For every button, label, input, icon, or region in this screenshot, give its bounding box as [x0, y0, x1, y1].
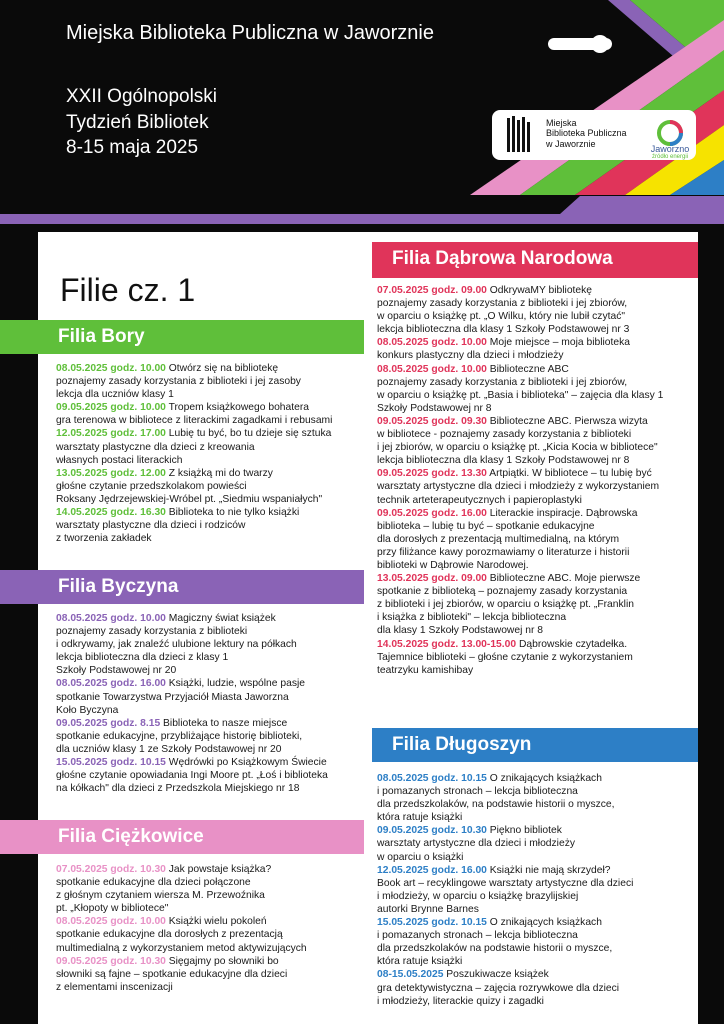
event-description-line: Szkoły Podstawowej nr 8	[377, 402, 492, 414]
event-description-line: lekcja biblioteczna dla klasy 1 Szkoły Podstawowej nr 3	[377, 324, 630, 336]
event-description-line: warsztaty plastyczne dla dzieci i rodziców	[56, 520, 246, 532]
event-item	[377, 572, 695, 637]
event-headline	[377, 336, 695, 349]
key-handle-graphic	[591, 35, 609, 53]
city-logo-text	[642, 144, 698, 160]
branch-header-byczyna: Filia Byczyna	[0, 570, 364, 604]
event-description-line: przy filiżance kawy porozmawiamy o literaturze i historii	[377, 546, 630, 558]
event-description-line: spotkanie z biblioteką – poznajemy zasady korzystania	[377, 586, 628, 598]
event-date: 07.05.2025 godz. 09.00	[377, 285, 487, 296]
event-date: 08.05.2025 godz. 10.00	[56, 363, 166, 374]
event-headline	[377, 363, 695, 376]
branch-header-ciezkowice: Filia Ciężkowice	[0, 820, 364, 854]
event-description-line: gra detektywistyczna – zajęcia rozrywkowe dla dzieci	[377, 982, 620, 994]
event-description-line: dla klasy 1 Szkoły Podstawowej nr 8	[377, 625, 543, 637]
event-headline	[56, 756, 362, 769]
page-title: Filie cz. 1	[60, 272, 196, 308]
event-description-line: w oparciu o książkę pt. „Basia i biblioteka" – zajęcia dla klasy 1	[377, 389, 664, 401]
library-logo-text	[546, 118, 627, 149]
event-headline	[56, 427, 362, 440]
event-item	[377, 415, 695, 467]
event-description-line: warsztaty artystyczne dla dzieci i młodzieży	[377, 838, 575, 850]
event-title: Moje miejsce – moja biblioteka	[486, 337, 630, 349]
event-title: Wędrówki po Książkowym Świecie	[165, 757, 327, 769]
event-description-line: Roksany Jędrzejewskiej-Wróbel pt. „Siedmiu wspaniałych"	[56, 493, 323, 505]
festival-line: Tydzień Bibliotek	[66, 111, 209, 133]
event-date: 09.05.2025 godz. 09.30	[377, 415, 487, 427]
event-item	[56, 362, 362, 401]
event-title: Książki wielu pokoleń	[165, 916, 267, 928]
event-date: 07.05.2025 godz. 10.30	[56, 864, 166, 875]
event-description-line: lekcja biblioteczna dla dzieci z klasy 1	[56, 652, 229, 664]
branch-header-dlugoszyn: Filia Długoszyn	[372, 728, 698, 762]
event-item	[56, 506, 362, 545]
event-title: O znikających książkach	[486, 773, 602, 784]
event-description-line: lekcja biblioteczna dla klasy 1 Szkoły Podstawowej nr 8	[377, 455, 630, 467]
event-date: 08.05.2025 godz. 10.00	[377, 363, 487, 375]
event-headline	[377, 916, 695, 929]
event-title: Piękno bibliotek	[486, 825, 562, 837]
branch-events-dabrowa	[377, 284, 695, 677]
event-date: 08.05.2025 godz. 10.15	[377, 773, 487, 784]
event-description-line: technik arteterapeutycznych i papieroplastyki	[377, 494, 582, 506]
branch-events-ciezkowice	[56, 863, 362, 994]
event-date: 15.05.2025 godz. 10.15	[56, 757, 166, 769]
event-description-line: z elementami inscenizacji	[56, 981, 173, 993]
event-description-line: biblioteki w Dąbrowie Narodowej.	[377, 559, 529, 571]
event-headline	[56, 362, 362, 375]
event-date: 14.05.2025 godz. 13.00-15.00	[377, 638, 517, 650]
event-headline	[377, 507, 695, 520]
event-headline	[377, 415, 695, 428]
event-headline	[377, 467, 695, 480]
event-title: Otwórz się na bibliotekę	[165, 363, 279, 374]
event-description-line: poznajemy zasady korzystania z biblioteki i jej zbiorów,	[377, 376, 628, 388]
event-title: Artpiątki. W bibliotece – tu lubię być	[486, 468, 652, 480]
event-date: 08.05.2025 godz. 10.00	[377, 337, 487, 349]
event-title: Lubię tu być, bo tu dzieje się sztuka	[165, 428, 332, 440]
event-description-line: poznajemy zasady korzystania z biblioteki i jej zasoby	[56, 376, 301, 388]
event-date: 09.05.2025 godz. 8.15	[56, 717, 161, 729]
event-description-line: i pomazanych stronach – lekcja biblioteczna	[377, 930, 578, 942]
event-date: 15.05.2025 godz. 10.15	[377, 917, 487, 929]
event-description-line: teatrzyku kamishibay	[377, 664, 474, 676]
branch-events-bory	[56, 362, 362, 545]
event-headline	[56, 717, 362, 730]
event-description-line: Szkoły Podstawowej nr 20	[56, 665, 177, 677]
event-title: Tropem książkowego bohatera	[165, 402, 309, 414]
event-title: Magiczny świat książek	[165, 613, 276, 624]
event-description-line: w bibliotece - poznajemy zasady korzystania z biblioteki	[377, 429, 632, 441]
event-title: Biblioteka to nasze miejsce	[160, 717, 288, 729]
event-item	[377, 638, 695, 677]
event-headline	[377, 284, 695, 297]
event-title: OdkrywaMY bibliotekę	[486, 285, 593, 296]
event-headline	[377, 572, 695, 585]
event-description-line: dla przedszkolaków na podstawie historii o myszce,	[377, 943, 613, 955]
event-description-line: spotkanie edukacyjne dla dzieci połączone	[56, 877, 251, 889]
event-item	[56, 863, 362, 915]
event-description-line: warsztaty artystyczne dla dzieci i młodzieży z wykorzystaniem	[377, 481, 660, 493]
festival-line: XXII Ogólnopolski	[66, 86, 218, 107]
event-item	[377, 336, 695, 362]
event-headline	[56, 506, 362, 519]
event-description-line: która ratuje książki	[377, 956, 463, 968]
event-description-line: z biblioteki i jej zbiorów, w oparciu o książkę pt. „Franklin	[377, 599, 634, 611]
event-description-line: dla przedszkolaków, na podstawie historii o myszce,	[377, 799, 615, 811]
branch-events-byczyna	[56, 612, 362, 795]
event-title: Biblioteczne ABC. Moje pierwsze	[486, 573, 641, 585]
event-description-line: spotkanie Towarzystwa Przyjaciół Miasta Jaworzna	[56, 691, 289, 703]
event-description-line: pt. „Kłopoty w bibliotece"	[56, 903, 169, 915]
event-description-line: która ratuje książki	[377, 812, 463, 824]
event-date: 08.05.2025 godz. 10.00	[56, 916, 166, 928]
event-title: Biblioteczne ABC	[486, 363, 569, 375]
event-date: 13.05.2025 godz. 12.00	[56, 467, 166, 479]
event-description-line: i książka z biblioteki" – lekcja biblioteczna	[377, 612, 567, 624]
event-item	[56, 427, 362, 466]
event-date: 12.05.2025 godz. 16.00	[377, 864, 487, 876]
event-description-line: konkurs plastyczny dla dzieci i młodzieży	[377, 350, 564, 362]
event-date: 08.05.2025 godz. 10.00	[56, 613, 166, 624]
event-item	[56, 955, 362, 994]
event-description-line: spotkanie edukacyjne, przybliżające historię biblioteki,	[56, 730, 303, 742]
event-title: Książki, ludzie, wspólne pasje	[165, 678, 305, 690]
event-date: 09.05.2025 godz. 16.00	[377, 507, 487, 519]
event-description-line: poznajemy zasady korzystania z biblioteki i jej zbiorów,	[377, 298, 628, 310]
event-headline	[56, 401, 362, 414]
event-item	[56, 612, 362, 677]
event-item	[377, 284, 695, 336]
event-title: O znikających książkach	[486, 917, 602, 929]
event-description-line: autorki Brynne Barnes	[377, 903, 479, 915]
event-description-line: i odkrywamy, jak znaleźć ulubione lektury na półkach	[56, 639, 297, 651]
event-description-line: dla uczniów klasy 1 ze Szkoły Podstawowej nr 20	[56, 743, 282, 755]
event-headline	[56, 467, 362, 480]
event-headline	[377, 824, 695, 837]
event-date: 09.05.2025 godz. 10.30	[56, 955, 166, 967]
event-headline	[56, 612, 362, 625]
event-item	[377, 864, 695, 916]
branch-events-dlugoszyn	[377, 772, 695, 1008]
event-description-line: w oparciu o książki	[377, 851, 464, 863]
event-title: Sięgajmy po słowniki bo	[165, 955, 279, 967]
event-description-line: i młodzieży, w oparciu o książkę brazylijskiej	[377, 890, 579, 902]
event-headline	[377, 864, 695, 877]
event-description-line: w oparciu o książkę pt. „O Wilku, który nie lubił czytać"	[377, 311, 626, 323]
event-headline	[56, 915, 362, 928]
event-title: Biblioteka to nie tylko książki	[165, 507, 300, 519]
event-description-line: gra terenowa w bibliotece z literackimi zagadkami i rebusami	[56, 415, 333, 427]
event-title: Dąbrowskie czytadełka.	[516, 638, 628, 650]
event-description-line: własnych postaci literackich	[56, 454, 183, 466]
stripe-purple-band	[0, 196, 724, 224]
branch-header-bory: Filia Bory	[0, 320, 364, 354]
city-tagline: źródło energii	[651, 154, 689, 160]
event-description-line: spotkanie edukacyjne dla dorosłych z prezentacją	[56, 929, 283, 941]
event-description-line: z tworzenia zakładek	[56, 533, 152, 545]
library-logo-icon	[506, 116, 534, 154]
city-name: Jaworzno	[650, 144, 690, 154]
event-headline	[56, 863, 362, 876]
event-title: Z książką mi do twarzy	[165, 467, 273, 479]
event-item	[377, 772, 695, 824]
event-description-line: głośne czytanie opowiadania Ingi Moore pt. „Łoś i biblioteka	[56, 770, 328, 782]
event-date: 12.05.2025 godz. 17.00	[56, 428, 166, 440]
event-description-line: i młodzieży, literackie quizy i zagadki	[377, 995, 544, 1007]
event-headline	[377, 772, 695, 785]
event-date: 08.05.2025 godz. 16.00	[56, 678, 166, 690]
event-item	[377, 507, 695, 572]
logo-line: w Jaworznie	[546, 138, 596, 149]
event-description-line: multimedialną z wykorzystaniem metod aktywizujących	[56, 942, 307, 954]
event-description-line: poznajemy zasady korzystania z biblioteki	[56, 626, 248, 638]
event-date: 14.05.2025 godz. 16.30	[56, 507, 166, 519]
logo-card	[492, 110, 696, 160]
logo-line: Biblioteka Publiczna	[546, 128, 627, 139]
event-title: Jak powstaje książka?	[165, 864, 272, 875]
event-description-line: warsztaty plastyczne dla dzieci z kreowania	[56, 441, 255, 453]
library-name: Miejska Biblioteka Publiczna w Jaworznie	[66, 22, 434, 44]
event-title: Książki nie mają skrzydeł?	[486, 864, 611, 876]
event-title: Poszukiwacze książek	[443, 969, 549, 981]
event-item	[56, 717, 362, 756]
event-description-line: słowniki są fajne – spotkanie edukacyjne dla dzieci	[56, 968, 288, 980]
event-date: 09.05.2025 godz. 10.30	[377, 825, 487, 837]
event-item	[56, 467, 362, 506]
event-title: Literackie inspiracje. Dąbrowska	[486, 507, 638, 519]
event-description-line: i pomazanych stronach – lekcja biblioteczna	[377, 786, 578, 798]
event-item	[377, 916, 695, 968]
program-sheet	[38, 232, 698, 1024]
event-description-line: na kółkach" dla dzieci z Przedszkola Miejskiego nr 18	[56, 783, 300, 795]
branch-header-dabrowa: Filia Dąbrowa Narodowa	[372, 242, 698, 278]
event-item	[377, 968, 695, 1007]
event-date: 09.05.2025 godz. 10.00	[56, 402, 166, 414]
event-item	[377, 363, 695, 415]
festival-line: 8-15 maja 2025	[66, 137, 199, 159]
event-description-line: Book art – recyklingowe warsztaty artystyczne dla dzieci	[377, 877, 634, 889]
event-item	[377, 824, 695, 863]
event-title: Biblioteczne ABC. Pierwsza wizyta	[486, 415, 648, 427]
event-headline	[56, 955, 362, 968]
event-description-line: Koło Byczyna	[56, 704, 119, 716]
event-description-line: dla dorosłych z prezentacją multimedialną, na którym	[377, 533, 620, 545]
event-headline	[377, 638, 695, 651]
event-headline	[56, 677, 362, 690]
header	[0, 0, 724, 230]
event-description-line: Tajemnice biblioteki – głośne czytanie z wykorzystaniem	[377, 651, 633, 663]
event-item	[377, 467, 695, 506]
logo-line: Miejska	[546, 118, 577, 128]
event-description-line: z głośnym czytaniem wiersza M. Przewoźnika	[56, 890, 265, 902]
event-description-line: i jej zbiorów, w oparciu o książkę pt. „Kicia Kocia w bibliotece"	[377, 442, 658, 454]
event-headline	[377, 968, 695, 981]
event-date: 08-15.05.2025	[377, 969, 444, 981]
event-description-line: lekcja dla uczniów klasy 1	[56, 389, 174, 401]
event-item	[56, 756, 362, 795]
event-item	[56, 401, 362, 427]
event-description-line: biblioteka – lubię tu być – spotkanie edukacyjne	[377, 520, 595, 532]
event-item	[56, 915, 362, 954]
event-date: 09.05.2025 godz. 13.30	[377, 468, 487, 480]
event-description-line: głośne czytanie przedszkolakom powieści	[56, 480, 247, 492]
event-item	[56, 677, 362, 716]
event-date: 13.05.2025 godz. 09.00	[377, 573, 487, 585]
